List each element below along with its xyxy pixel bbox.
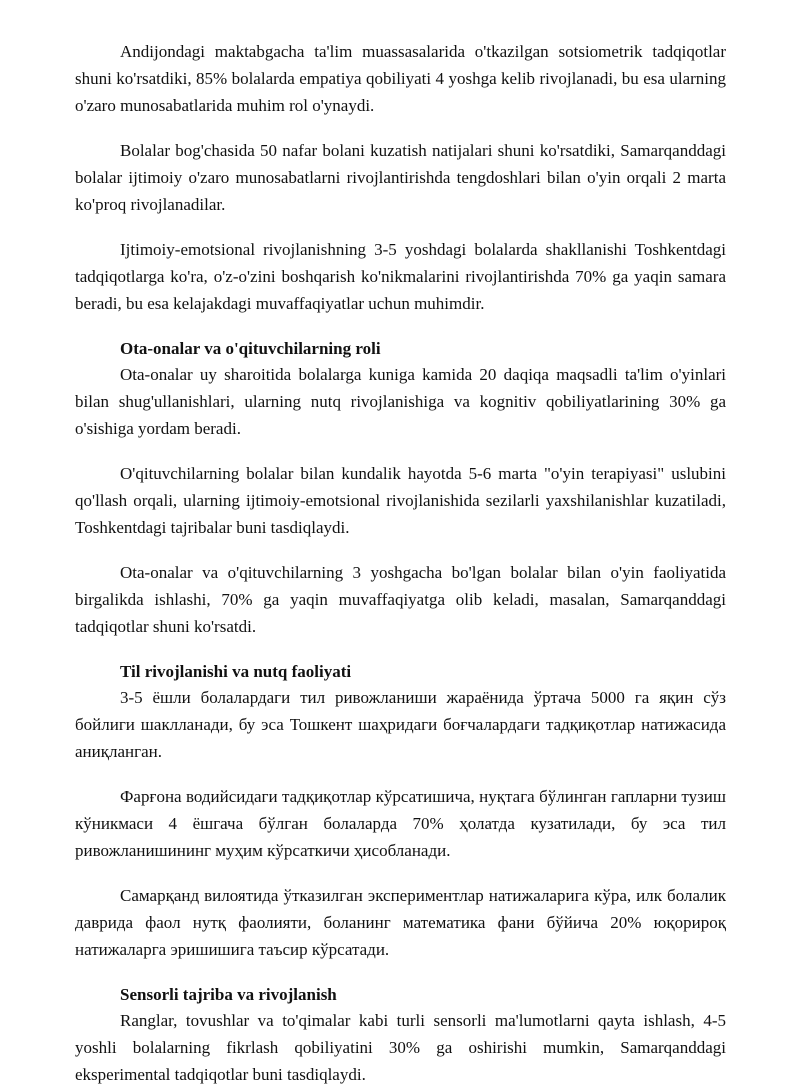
paragraph-sentence-skills: Фарғона водийсидаги тадқиқотлар кўрсатишича, нуқтага бўлинган гапларни тузиш кўникмаси 4 ёшгача бўлган болаларда 70% ҳолатда кузатилади, бу эса тил ривожланишининг муҳим кўрсаткичи ҳисобланади. (75, 787, 726, 860)
heading-parents-teachers: Ota-onalar va o'qituvchilarning roli (120, 339, 381, 358)
paragraph-parents-home: Ota-onalar uy sharoitida bolalarga kuniga kamida 20 daqiqa maqsadli ta'lim o'yinlari bilan shug'ullanishlari, ularning nutq rivojlanishiga va kognitiv qobiliyatlarining 30% ga o'sishiga yordam beradi. (75, 365, 726, 438)
paragraph-kindergarten-observation: Bolalar bog'chasida 50 nafar bolani kuzatish natijalari shuni ko'rsatdiki, Samarqanddagi bolalar ijtimoiy o'zaro munosabatlarni rivojlantirishda tengdoshlari bilan o'yin orqali 2 marta ko'proq rivojlanadilar. (75, 141, 726, 214)
paragraph-sensory-processing: Ranglar, tovushlar va to'qimalar kabi turli sensorli ma'lumotlarni qayta ishlash, 4-5 yoshli bolalarning fikrlash qobiliyatini 30% ga oshirishi mumkin, Samarqanddagi eksperimental tadqiqotlar buni tasdiqlaydi. (75, 1011, 726, 1084)
paragraph-vocabulary: 3-5 ёшли болалардаги тил ривожланиши жараёнида ўртача 5000 га яқин сўз бойлиги шаклланади, бу эса Тошкент шаҳридаги боғчалардаги тадқиқотлар натижасида аниқланган. (75, 688, 726, 761)
paragraph-joint-activity: Ota-onalar va o'qituvchilarning 3 yoshgacha bo'lgan bolalar bilan o'yin faoliyatida birgalikda ishlashi, 70% ga yaqin muvaffaqiyatga olib keladi, masalan, Samarqanddagi tadqiqotlar shuni ko'rsatdi. (75, 563, 726, 636)
paragraph-teachers-play-therapy: O'qituvchilarning bolalar bilan kundalik hayotda 5-6 marta "o'yin terapiyasi" uslubini qo'llash orqali, ularning ijtimoiy-emotsional rivojlanishida sezilarli yaxshilanishlar kuzatiladi, Toshkentdagi tajribalar buni tasdiqlaydi. (75, 464, 726, 537)
heading-language-development: Til rivojlanishi va nutq faoliyati (120, 662, 352, 681)
paragraph-social-emotional: Ijtimoiy-emotsional rivojlanishning 3-5 yoshdagi bolalarda shakllanishi Toshkentdagi tadqiqotlarga ko'ra, o'z-o'zini boshqarish ko'nikmalarini rivojlantirishda 70% ga yaqin samara beradi, bu esa kelajakdagi muvaffaqiyatlar uchun muhimdir. (75, 240, 726, 313)
paragraph-speech-math: Самарқанд вилоятида ўтказилган экспериментлар натижаларига кўра, илк болалик даврида фаол нутқ фаолияти, боланинг математика фани бўйича 20% юқорироқ натижаларга эришишига таъсир кўрсатади. (75, 886, 726, 959)
paragraph-empathy-andijan: Andijondagi maktabgacha ta'lim muassasalarida o'tkazilgan sotsiometrik tadqiqotlar shuni ko'rsatdiki, 85% bolalarda empatiya qobiliyati 4 yoshga kelib rivojlanadi, bu esa ularning o'zaro munosabatlarida muhim rol o'ynaydi. (75, 42, 726, 115)
heading-sensory-experience: Sensorli tajriba va rivojlanish (120, 985, 337, 1004)
